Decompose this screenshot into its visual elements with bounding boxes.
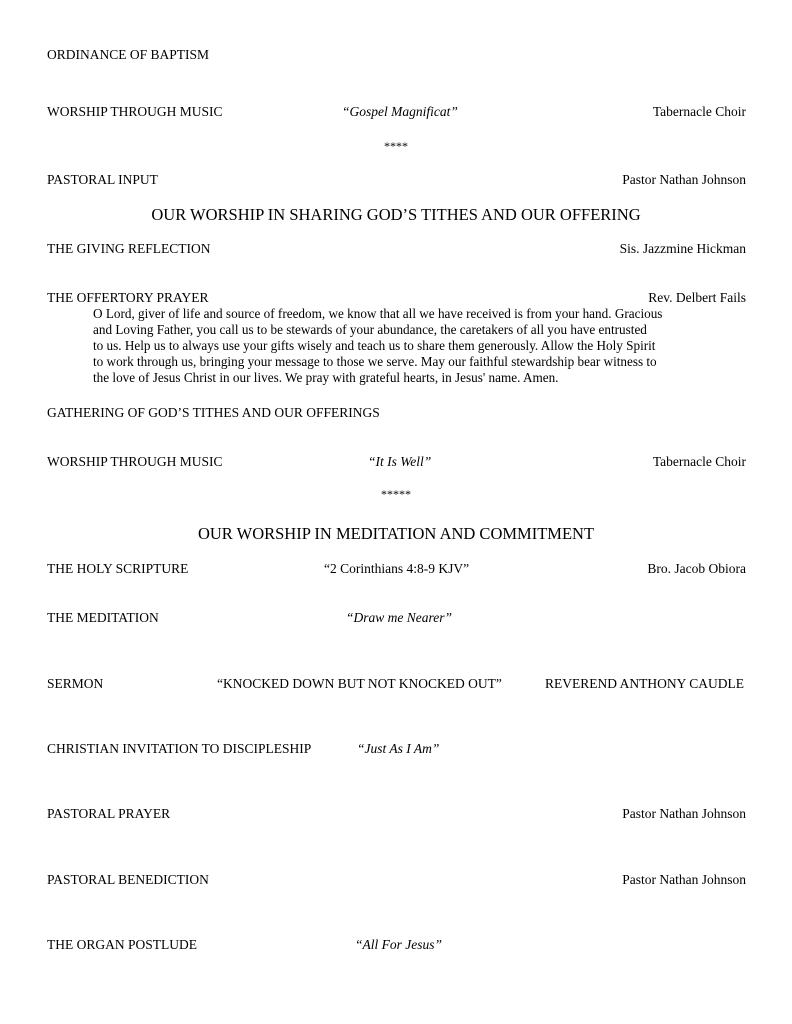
scripture-label: THE HOLY SCRIPTURE	[47, 561, 189, 576]
invitation-hymn: “Just As I Am”	[357, 741, 440, 756]
music2-label: WORSHIP THROUGH MUSIC	[47, 454, 223, 469]
pastoral-prayer-label: PASTORAL PRAYER	[47, 806, 171, 821]
music1-performer: Tabernacle Choir	[652, 104, 746, 119]
offertory-prayer-label: THE OFFERTORY PRAYER	[47, 290, 209, 305]
giving-reflection-label: THE GIVING REFLECTION	[47, 241, 211, 256]
pastoral-input-leader: Pastor Nathan Johnson	[622, 172, 746, 187]
music2-title: “It Is Well”	[368, 454, 432, 469]
section-heading-meditation: OUR WORSHIP IN MEDITATION AND COMMITMENT	[197, 524, 595, 543]
music1-label: WORSHIP THROUGH MUSIC	[47, 104, 223, 119]
baptism-label: ORDINANCE OF BAPTISM	[47, 47, 210, 62]
prayer-line: and Loving Father, you call us to be stewards of your abundance, the caretakers of all you have entrusted	[93, 322, 647, 337]
prayer-line: to work through us, bringing your message to those we serve. May our faithful stewardship bear witness to	[93, 354, 657, 369]
scripture-reference: “2 Corinthians 4:8-9 KJV”	[324, 561, 470, 576]
sermon-title: “KNOCKED DOWN BUT NOT KNOCKED OUT”	[217, 676, 502, 691]
section-heading-tithes: OUR WORSHIP IN SHARING GOD’S TITHES AND OUR OFFERING	[151, 205, 641, 224]
sermon-preacher: REVEREND ANTHONY CAUDLE	[545, 676, 744, 691]
prayer-line: O Lord, giver of life and source of freedom, we know that all we have received is from your hand. Gracious	[93, 306, 663, 321]
offertory-prayer-leader: Rev. Delbert Fails	[648, 290, 746, 305]
invitation-label: CHRISTIAN INVITATION TO DISCIPLESHIP	[47, 741, 312, 756]
prayer-line: to us. Help us to always use your gifts wisely and teach us to share them generously. Allow the Holy Spirit	[93, 338, 656, 353]
meditation-label: THE MEDITATION	[47, 610, 159, 625]
separator-2: *****	[381, 487, 411, 501]
pastoral-prayer-leader: Pastor Nathan Johnson	[622, 806, 746, 821]
benediction-leader: Pastor Nathan Johnson	[622, 872, 746, 887]
pastoral-input-label: PASTORAL INPUT	[47, 172, 158, 187]
giving-reflection-leader: Sis. Jazzmine Hickman	[619, 241, 746, 256]
music2-performer: Tabernacle Choir	[652, 454, 746, 469]
separator-1: ****	[384, 139, 408, 153]
gathering-label: GATHERING OF GOD’S TITHES AND OUR OFFERINGS	[47, 405, 380, 420]
offertory-prayer-text	[93, 306, 705, 386]
sermon-label: SERMON	[47, 676, 104, 691]
meditation-title: “Draw me Nearer”	[346, 610, 453, 625]
postlude-title: “All For Jesus”	[355, 937, 443, 952]
benediction-label: PASTORAL BENEDICTION	[47, 872, 209, 887]
scripture-reader: Bro. Jacob Obiora	[647, 561, 746, 576]
postlude-label: THE ORGAN POSTLUDE	[47, 937, 197, 952]
music1-title: “Gospel Magnificat”	[342, 104, 458, 119]
prayer-line: the love of Jesus Christ in our lives. We pray with grateful hearts, in Jesus' name. Amen.	[93, 370, 559, 385]
